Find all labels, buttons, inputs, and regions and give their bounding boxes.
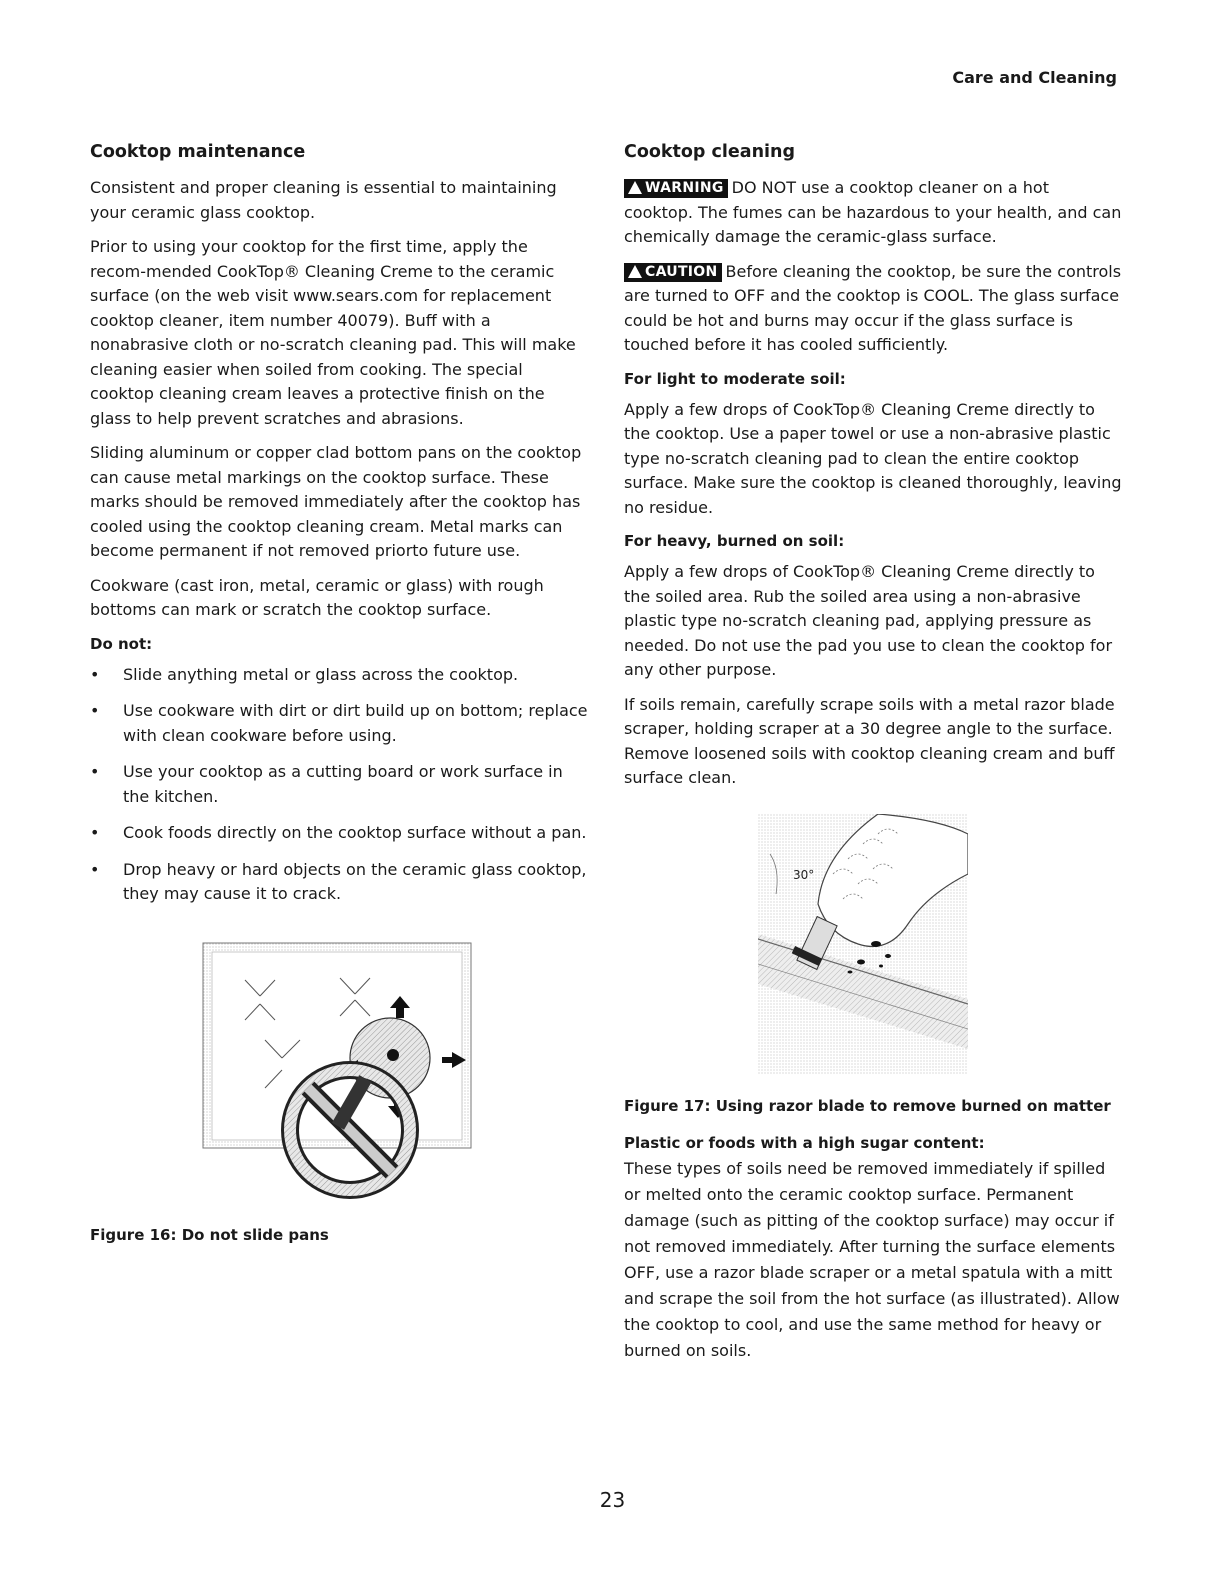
section-header: Care and Cleaning	[952, 68, 1117, 87]
caution-paragraph	[624, 260, 1122, 358]
list-item: • Cook foods directly on the cooktop surface without a pan.	[90, 821, 588, 846]
heavy-soil-text: Apply a few drops of CookTop® Cleaning Creme directly to the soiled area. Rub the soiled area using a non-abrasive plastic type no-scratch cleaning pad, applying pressure as needed. Do not use the pad you use to clean the cooktop for any other purpose.	[624, 562, 1113, 679]
sugar-heading: Plastic or foods with a high sugar content:	[624, 1134, 985, 1152]
warning-badge	[624, 179, 728, 198]
right-column	[624, 140, 1122, 801]
donot-heading: Do not:	[90, 634, 153, 653]
sugar-text: These types of soils need be removed immediately if spilled or melted onto the ceramic cooktop surface. Permanent damage (such as pitting of the cooktop surface) may occur if not removed immediately. After turning the surface elements OFF, use a razor blade scraper or a metal spatula with a mitt and scrape the soil from the hot surface (as illustrated). Allow the cooktop to cool, and use the same method for heavy or burned on soils.	[624, 1159, 1120, 1360]
list-item: • Use cookware with dirt or dirt build up on bottom; replace with clean cookware before using.	[90, 699, 588, 748]
angle-label: 30°	[793, 868, 815, 882]
left-column	[90, 140, 588, 919]
maintenance-paragraph-2: Prior to using your cooktop for the first time, apply the recom-mended CookTop® Cleaning Creme to the ceramic surface (on the web visit www.sears.com for replacement cooktop cleaner, item number 40079). Buff with a nonabrasive cloth or no-scratch cleaning pad. This will make cleaning easier when soiled from cooking. The special cooktop cleaning cream leaves a protective finish on the glass to help prevent scratches and abrasions.	[90, 237, 576, 428]
figure-17-caption: Figure 17: Using razor blade to remove burned on matter	[624, 1097, 1111, 1115]
soils-remain-text: If soils remain, carefully scrape soils with a metal razor blade scraper, holding scraper at a 30 degree angle to the surface. Remove loosened soils with cooktop cleaning cream and buff surface clean.	[624, 694, 1115, 787]
warning-paragraph	[624, 176, 1122, 250]
warning-text: DO NOT use a cooktop cleaner on a hot cooktop. The fumes can be hazardous to your health, and can chemically damage the ceramic-glass surface.	[624, 178, 1122, 246]
razor-blade-figure	[758, 814, 968, 1074]
maintenance-heading: Cooktop maintenance	[90, 142, 306, 162]
maintenance-paragraph-1: Consistent and proper cleaning is essential to maintaining your ceramic glass cooktop.	[90, 178, 557, 222]
list-item: • Use your cooktop as a cutting board or work surface in the kitchen.	[90, 760, 588, 809]
light-soil-text: Apply a few drops of CookTop® Cleaning Creme directly to the cooktop. Use a paper towel or use a non-abrasive plastic type no-scratch cleaning pad to clean the entire cooktop surface. Make sure the cooktop is cleaned thoroughly, leaving no residue.	[624, 399, 1122, 517]
maintenance-paragraph-3: Sliding aluminum or copper clad bottom pans on the cooktop can cause metal markings on the cooktop surface. These marks should be removed immediately after the cooktop has cooled using the cooktop cleaning cream. Metal marks can become permanent if not removed priorto future use.	[90, 443, 582, 560]
maintenance-paragraph-4: Cookware (cast iron, metal, ceramic or glass) with rough bottoms can mark or scratch the cooktop surface.	[90, 575, 544, 619]
donot-list	[90, 663, 588, 907]
do-not-slide-pans-figure	[200, 940, 475, 1205]
caution-triangle-icon	[628, 265, 642, 278]
warning-triangle-icon	[628, 181, 642, 194]
heavy-soil-heading: For heavy, burned on soil:	[624, 532, 845, 550]
cleaning-heading: Cooktop cleaning	[624, 142, 796, 162]
sugar-section	[624, 1132, 1122, 1374]
warning-label: WARNING	[645, 180, 724, 196]
caution-label: CAUTION	[645, 263, 718, 280]
caution-text: Before cleaning the cooktop, be sure the controls are turned to OFF and the cooktop is COOL. The glass surface could be hot and burns may occur if the glass surface is touched before it has cooled sufficiently.	[624, 261, 1122, 354]
list-item: • Slide anything metal or glass across the cooktop.	[90, 663, 588, 688]
light-soil-heading: For light to moderate soil:	[624, 369, 846, 388]
caution-badge	[624, 263, 722, 282]
figure-16-caption: Figure 16: Do not slide pans	[90, 1226, 329, 1244]
list-item: • Drop heavy or hard objects on the ceramic glass cooktop, they may cause it to crack.	[90, 858, 588, 907]
page-number: 23	[599, 1488, 626, 1512]
